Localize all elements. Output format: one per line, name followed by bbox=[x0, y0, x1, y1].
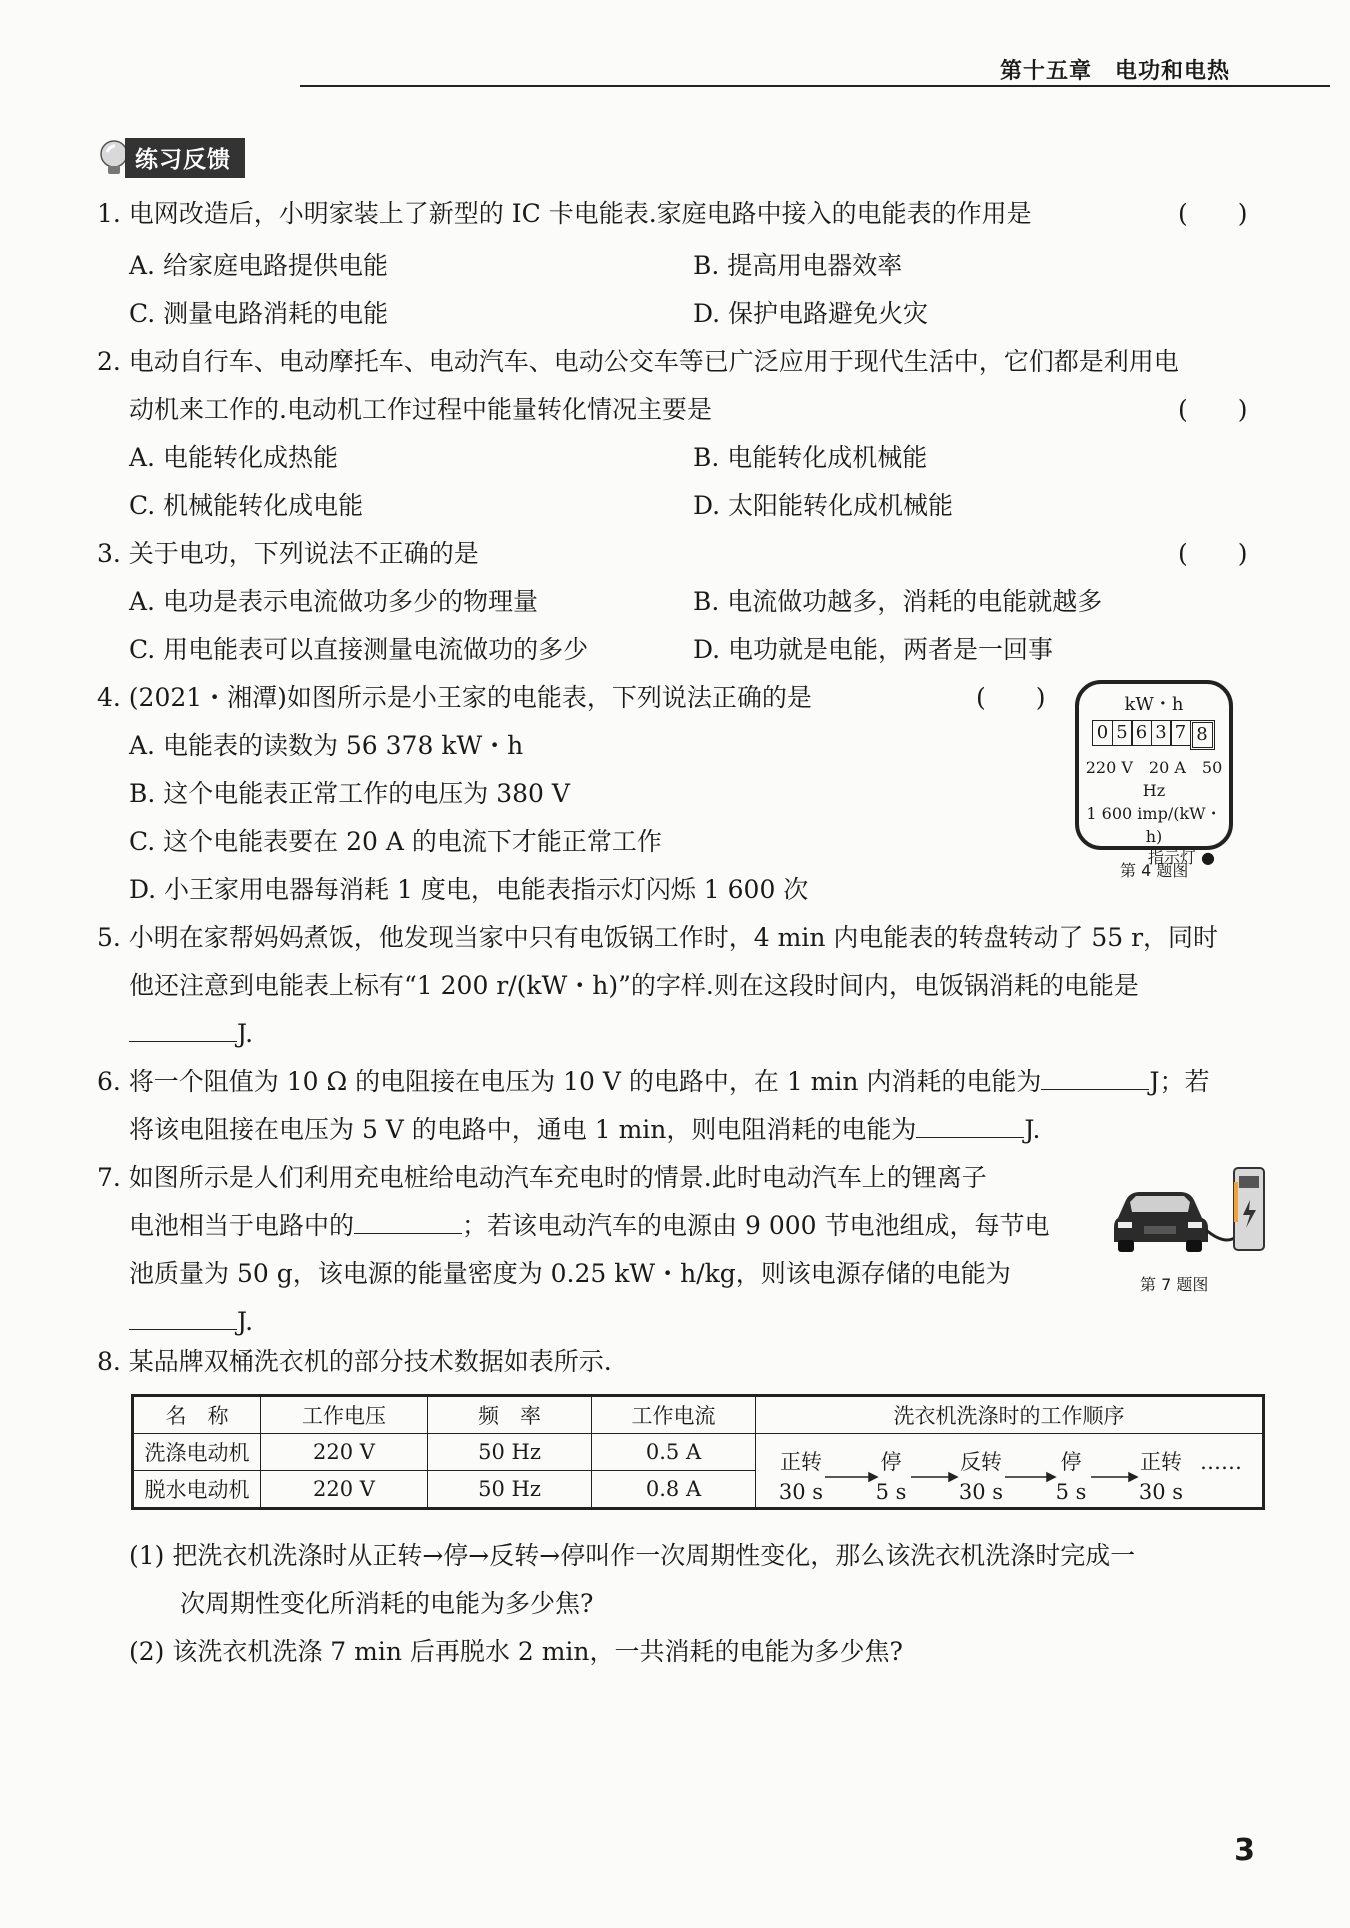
table-cell: 220 V bbox=[261, 1434, 428, 1471]
meter-spec-constant: 1 600 imp/(kW・h) bbox=[1086, 804, 1222, 846]
figure4-caption: 第 4 题图 bbox=[1120, 861, 1189, 880]
q2-option-a: A. 电能转化成热能 bbox=[129, 443, 338, 472]
q5-line2: 他还注意到电能表上标有“1 200 r/(kW・h)”的字样.则在这段时间内，电饭锅消耗的电能是 bbox=[129, 971, 1139, 1000]
q1-option-a: A. 给家庭电路提供电能 bbox=[129, 251, 388, 280]
q3-option-d: D. 电功就是电能，两者是一回事 bbox=[693, 635, 1054, 664]
q2-stem: 2. 电动自行车、电动摩托车、电动汽车、电动公交车等已广泛应用于现代生活中，它们都是利用电 bbox=[97, 347, 1179, 376]
header-rule bbox=[300, 85, 1330, 87]
q6-text1: 6. 将一个阻值为 10 Ω 的电阻接在电压为 10 V 的电路中，在 1 min 内消耗的电能为 bbox=[97, 1067, 1042, 1096]
sequence-time: 30 s bbox=[1138, 1479, 1184, 1504]
table-cell: 50 Hz bbox=[428, 1434, 592, 1471]
meter-digit: 5 bbox=[1112, 720, 1133, 746]
meter-indicator-label: 指示灯 bbox=[1147, 848, 1196, 867]
sequence-arrow-head bbox=[1129, 1473, 1137, 1481]
wash-sequence-cell bbox=[756, 1434, 1264, 1509]
table-header: 工作电压 bbox=[261, 1396, 428, 1434]
q8-sub1-line1: (1) 把洗衣机洗涤时从正转→停→反转→停叫作一次周期性变化，那么该洗衣机洗涤时完成一 bbox=[129, 1541, 1136, 1570]
q8-stem: 8. 某品牌双桶洗衣机的部分技术数据如表所示. bbox=[97, 1347, 612, 1376]
sequence-state: 停 bbox=[1060, 1449, 1082, 1474]
q8-sub2: (2) 该洗衣机洗涤 7 min 后再脱水 2 min，一共消耗的电能为多少焦? bbox=[129, 1637, 903, 1666]
q1-option-c: C. 测量电路消耗的电能 bbox=[129, 299, 389, 328]
q4-option-a: A. 电能表的读数为 56 378 kW・h bbox=[129, 731, 524, 760]
q7-line1: 7. 如图所示是人们利用充电桩给电动汽车充电时的情景.此时电动汽车上的锂离子 bbox=[97, 1163, 987, 1192]
car-icon bbox=[1114, 1192, 1208, 1252]
meter-spec-rating: 220 V 20 A 50 Hz bbox=[1085, 758, 1223, 800]
q3-stem: 3. 关于电功，下列说法不正确的是 bbox=[97, 539, 479, 568]
wash-sequence-diagram bbox=[759, 1435, 1259, 1507]
q7-line2 bbox=[129, 1210, 1049, 1242]
q6-line1 bbox=[97, 1066, 1209, 1098]
table-header-row bbox=[133, 1396, 1264, 1434]
q7-unit: J. bbox=[237, 1307, 254, 1336]
table-header: 名 称 bbox=[133, 1396, 261, 1434]
sequence-arrow-head bbox=[949, 1473, 957, 1481]
sequence-state: 反转 bbox=[960, 1449, 1002, 1474]
q6-text2-tail: J. bbox=[1024, 1115, 1041, 1144]
q2-option-c: C. 机械能转化成电能 bbox=[129, 491, 364, 520]
sequence-state: 停 bbox=[880, 1449, 902, 1474]
q7-blank2[interactable] bbox=[129, 1307, 237, 1330]
table-header: 洗衣机洗涤时的工作顺序 bbox=[756, 1396, 1264, 1434]
section-title: 练习反馈 bbox=[125, 138, 245, 178]
sequence-arrow-head bbox=[1047, 1473, 1055, 1481]
q4-option-b: B. 这个电能表正常工作的电压为 380 V bbox=[129, 779, 570, 808]
q6-blank1[interactable] bbox=[1041, 1067, 1149, 1090]
q7-line3: 池质量为 50 g，该电源的能量密度为 0.25 kW・h/kg，则该电源存储的电能为 bbox=[129, 1259, 1011, 1288]
q4-stem: 4. (2021・湘潭)如图所示是小王家的电能表，下列说法正确的是 bbox=[97, 683, 812, 712]
q6-line2 bbox=[129, 1114, 1040, 1146]
table-cell: 0.8 A bbox=[592, 1471, 756, 1509]
table-header: 频 率 bbox=[428, 1396, 592, 1434]
q2-option-d: D. 太阳能转化成机械能 bbox=[693, 491, 954, 520]
indicator-dot-icon: ● bbox=[1201, 848, 1215, 867]
section-badge bbox=[95, 138, 245, 178]
q8-sub1-line2: 次周期性变化所消耗的电能为多少焦? bbox=[180, 1589, 594, 1618]
electric-meter-figure bbox=[1075, 680, 1233, 867]
q1-answer-paren[interactable]: ( ) bbox=[1178, 199, 1248, 228]
table-cell: 脱水电动机 bbox=[133, 1471, 261, 1509]
q7-text2: 电池相当于电路中的 bbox=[129, 1211, 355, 1240]
q1-option-b: B. 提高用电器效率 bbox=[693, 251, 903, 280]
table-cell: 0.5 A bbox=[592, 1434, 756, 1471]
q1-option-d: D. 保护电路避免火灾 bbox=[693, 299, 929, 328]
washer-spec-table bbox=[131, 1394, 1265, 1510]
meter-digit-decimal: 8 bbox=[1190, 720, 1215, 750]
q7-text2-tail: ；若该电动汽车的电源由 9 000 节电池组成，每节电 bbox=[462, 1211, 1050, 1240]
sequence-time: 5 s bbox=[1055, 1479, 1087, 1504]
q3-option-b: B. 电流做功越多，消耗的电能就越多 bbox=[693, 587, 1103, 616]
sequence-time: 30 s bbox=[778, 1479, 824, 1504]
sequence-state: 正转 bbox=[780, 1449, 822, 1474]
q3-option-c: C. 用电能表可以直接测量电流做功的多少 bbox=[129, 635, 589, 664]
q2-answer-paren[interactable]: ( ) bbox=[1178, 395, 1248, 424]
table-cell: 50 Hz bbox=[428, 1471, 592, 1509]
charging-station-icon bbox=[1234, 1168, 1264, 1250]
q4-option-d: D. 小王家用电器每消耗 1 度电，电能表指示灯闪烁 1 600 次 bbox=[129, 875, 809, 904]
table-header: 工作电流 bbox=[592, 1396, 756, 1434]
sequence-time: 5 s bbox=[875, 1479, 907, 1504]
meter-unit: kW・h bbox=[1124, 694, 1184, 715]
q6-text2: 将该电阻接在电压为 5 V 的电路中，通电 1 min，则电阻消耗的电能为 bbox=[129, 1115, 917, 1144]
q4-option-c: C. 这个电能表要在 20 A 的电流下才能正常工作 bbox=[129, 827, 662, 856]
sequence-ellipsis: …… bbox=[1200, 1449, 1242, 1474]
q6-blank2[interactable] bbox=[916, 1115, 1024, 1138]
table-cell: 220 V bbox=[261, 1471, 428, 1509]
sequence-time: 30 s bbox=[958, 1479, 1004, 1504]
page-number: 3 bbox=[1234, 1833, 1255, 1868]
table-row bbox=[133, 1434, 1264, 1471]
meter-digit: 6 bbox=[1131, 720, 1152, 746]
q2-stem-cont: 动机来工作的.电动机工作过程中能量转化情况主要是 bbox=[129, 395, 712, 424]
q5-blank[interactable] bbox=[129, 1019, 237, 1042]
chapter-title: 第十五章 电功和电热 bbox=[999, 59, 1230, 84]
ev-charging-figure bbox=[1110, 1160, 1270, 1260]
meter-digits bbox=[1079, 720, 1229, 750]
q5-line1: 5. 小明在家帮妈妈煮饭，他发现当家中只有电饭锅工作时，4 min 内电能表的转盘转动了 55 r，同时 bbox=[97, 923, 1219, 952]
q4-answer-paren[interactable]: ( ) bbox=[976, 683, 1046, 712]
sequence-state: 正转 bbox=[1140, 1449, 1182, 1474]
meter-digit: 3 bbox=[1151, 720, 1172, 746]
q7-blank1[interactable] bbox=[354, 1211, 462, 1234]
q3-answer-paren[interactable]: ( ) bbox=[1178, 539, 1248, 568]
q3-option-a: A. 电功是表示电流做功多少的物理量 bbox=[129, 587, 538, 616]
meter-digit: 7 bbox=[1170, 720, 1191, 746]
q2-option-b: B. 电能转化成机械能 bbox=[693, 443, 928, 472]
q7-answer-line bbox=[129, 1306, 253, 1338]
q6-text1-tail: J；若 bbox=[1149, 1067, 1210, 1096]
q5-answer-line bbox=[129, 1018, 253, 1050]
table-cell: 洗涤电动机 bbox=[133, 1434, 261, 1471]
figure7-caption: 第 7 题图 bbox=[1140, 1275, 1209, 1294]
q5-unit: J. bbox=[237, 1019, 254, 1048]
q1-stem: 1. 电网改造后，小明家装上了新型的 IC 卡电能表.家庭电路中接入的电能表的作用是 bbox=[97, 199, 1032, 228]
meter-digit: 0 bbox=[1092, 720, 1113, 746]
